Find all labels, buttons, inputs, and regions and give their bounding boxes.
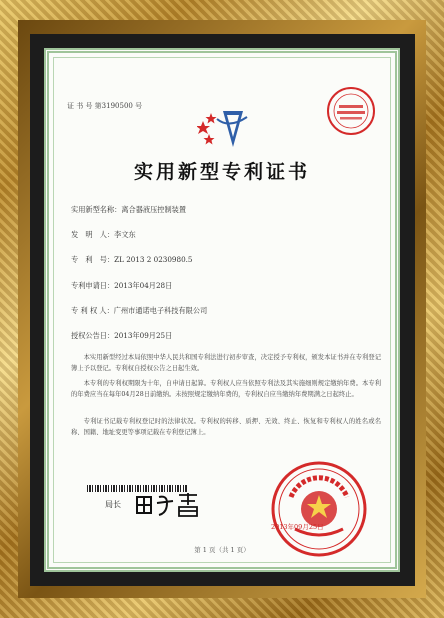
certificate-number: 证 书 号 第3190500 号 (67, 102, 143, 110)
field-label: 发 明 人： (71, 230, 115, 239)
field-grant-date (71, 331, 172, 341)
official-red-seal (269, 459, 369, 559)
page-footer: 第 1 页（共 1 页） (194, 546, 250, 554)
field-label: 实用新型名称： (71, 205, 122, 214)
certificate-title: 实用新型专利证书 (133, 161, 310, 183)
patent-certificate (44, 48, 400, 572)
field-value: 2013年09月25日 (114, 331, 173, 340)
field-value: 李文东 (114, 230, 136, 239)
field-patentee (71, 306, 207, 316)
field-inventor (71, 230, 136, 240)
small-red-stamp (325, 85, 377, 137)
field-patent-number (71, 255, 193, 265)
seal-date: 2013年09月25日 (271, 523, 324, 531)
chief-label: 局长 (105, 500, 121, 509)
director-signature (133, 489, 203, 519)
paragraph-register: 专利证书记载专利权登记时的法律状况。专利权的转移、质押、无效、终止、恢复和专利权人的姓名或名称、国籍、地址变更等事项记载在专利登记簿上。 (71, 418, 381, 436)
field-label: 专利申请日： (71, 281, 115, 290)
field-label: 专 利 号： (71, 255, 115, 264)
field-value: ZL 2013 2 0230980.5 (114, 255, 193, 264)
field-utility-name (71, 205, 186, 215)
paragraph-grant: 本实用新型经过本局依照中华人民共和国专利法进行初步审查，决定授予专利权，颁发本证书并在专利登记簿上予以登记。专利权自授权公告之日起生效。 (71, 354, 381, 372)
field-label: 授权公告日： (71, 331, 115, 340)
field-value: 广州市通诺电子科技有限公司 (113, 306, 208, 315)
patent-office-logo-icon (197, 107, 253, 151)
field-value: 离合器液压控制装置 (121, 205, 187, 214)
field-value: 2013年04月28日 (114, 281, 173, 290)
field-application-date (71, 281, 172, 291)
paragraph-term: 本专利的专利权期限为十年，自申请日起算。专利权人应当依照专利法及其实施细则规定缴纳年费。本专利的年费应当在每年04月28日前缴纳。未按照规定缴纳年费的，专利权自应当缴纳年费期满之日起终止。 (71, 380, 381, 398)
field-label: 专 利 权 人： (71, 306, 114, 315)
